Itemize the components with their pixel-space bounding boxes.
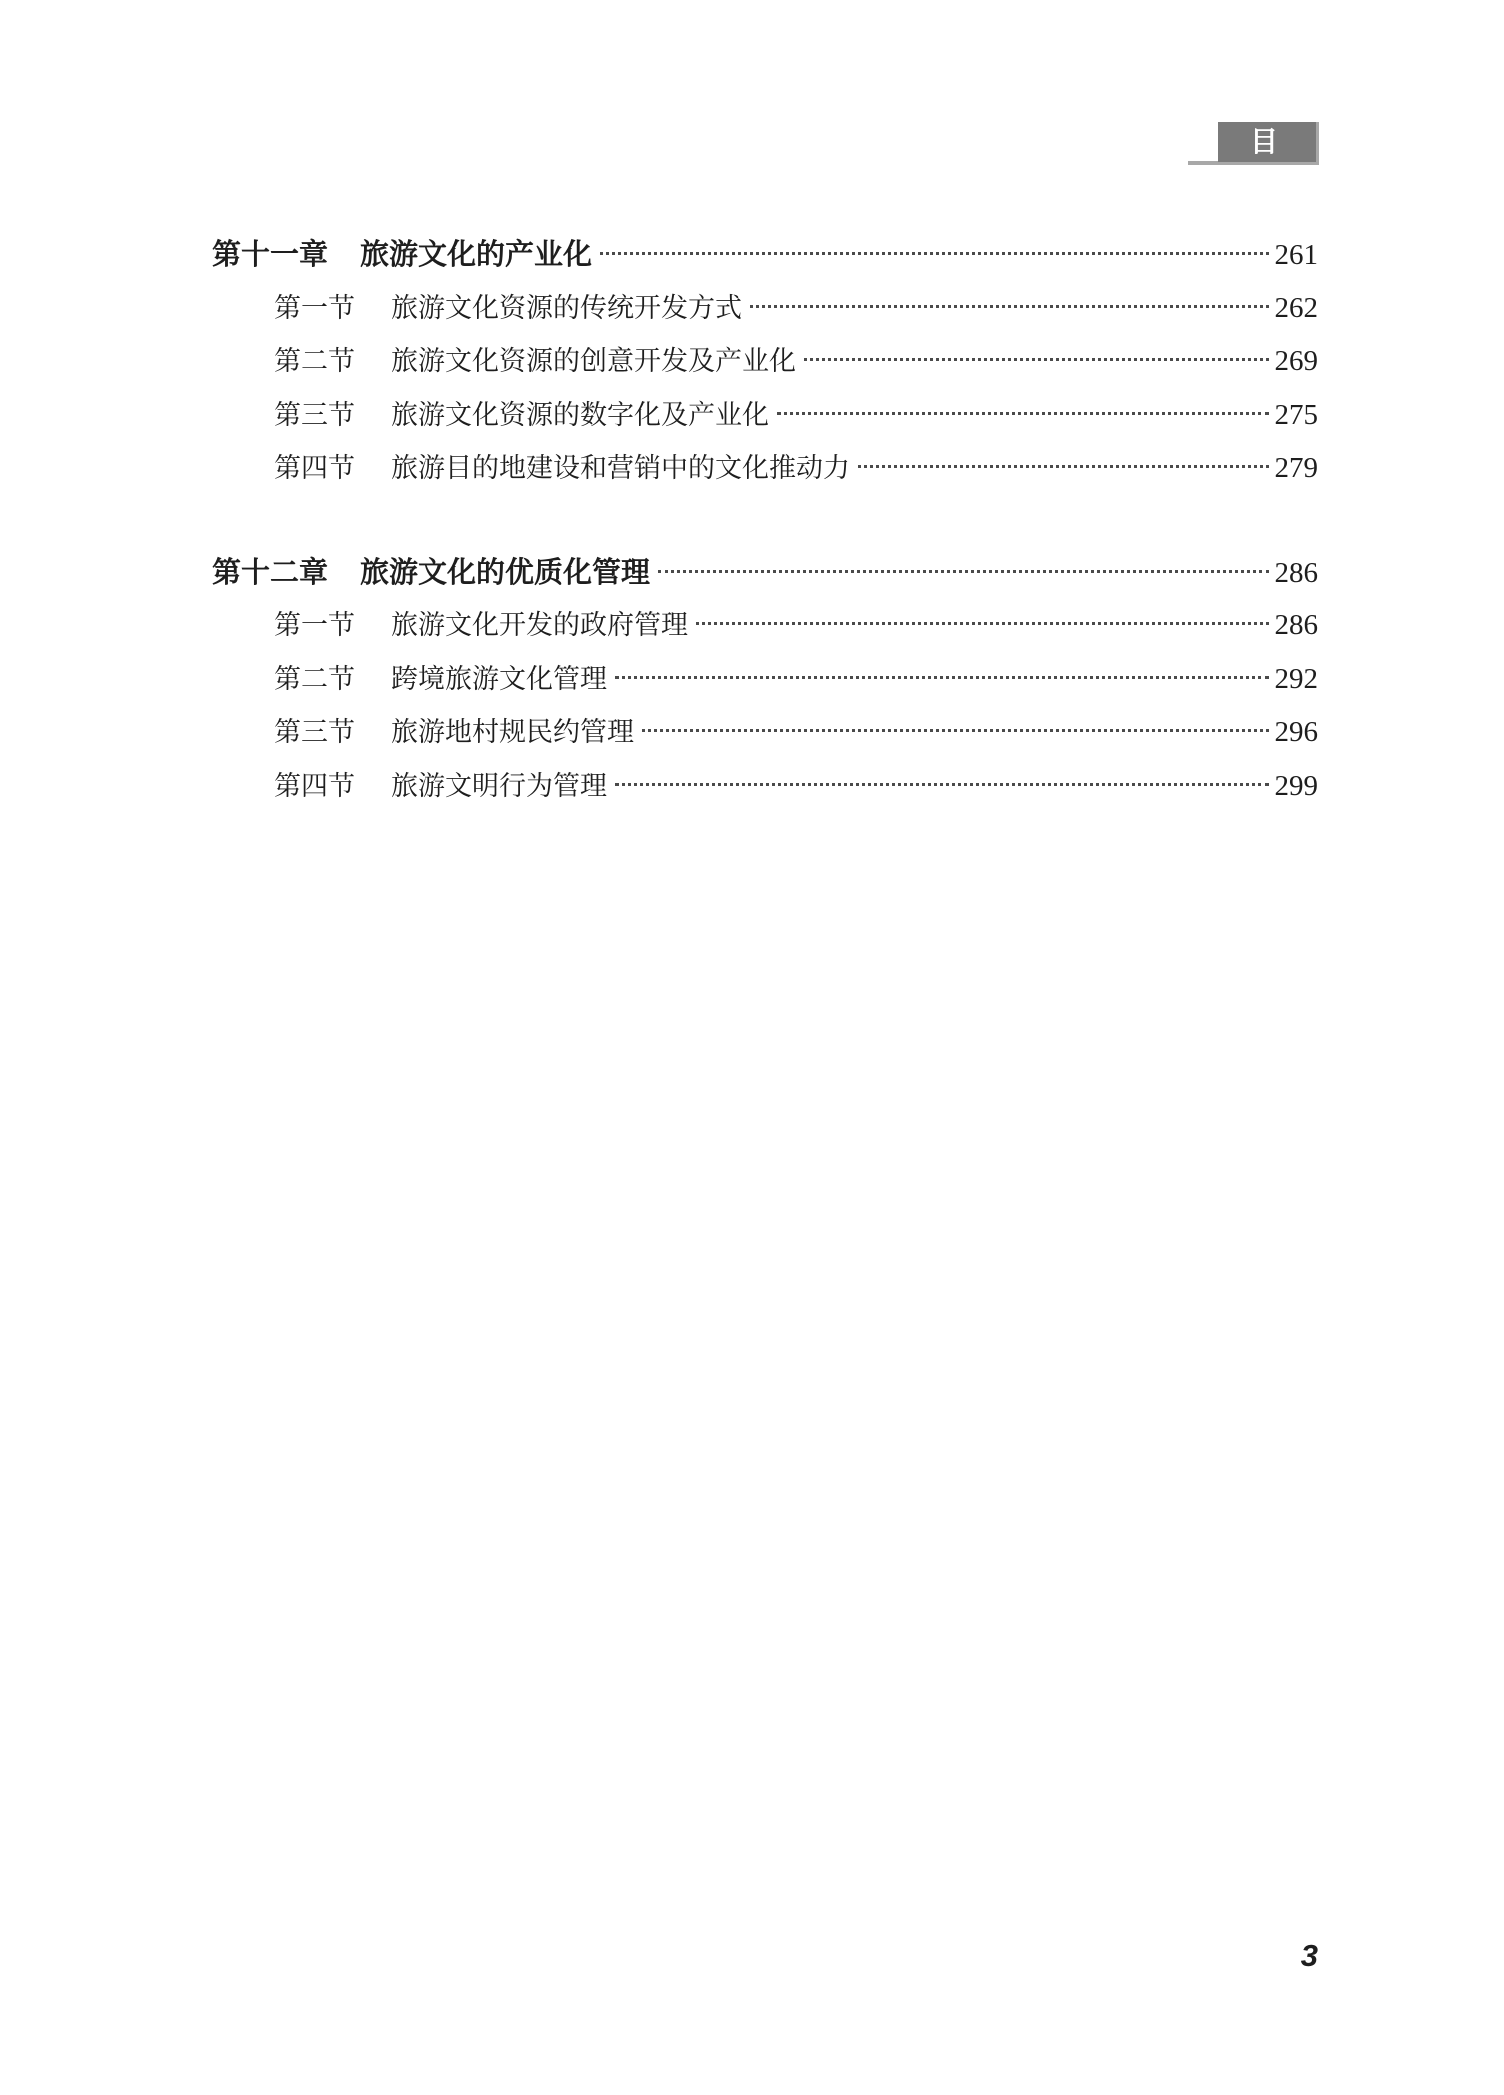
dot-leader <box>658 569 1268 573</box>
dot-leader <box>804 357 1269 361</box>
section-page-number: 296 <box>1274 716 1318 748</box>
chapter-label <box>212 228 592 282</box>
dot-leader <box>696 621 1269 625</box>
toc-section-entry[interactable] <box>212 389 1318 443</box>
section-label <box>274 706 634 760</box>
toc-section-entry[interactable] <box>212 335 1318 389</box>
section-title: 跨境旅游文化管理 <box>391 663 607 695</box>
section-page-number: 275 <box>1274 398 1318 431</box>
toc-section-entry[interactable] <box>212 599 1318 653</box>
header-decoration <box>1316 122 1319 165</box>
toc-chapter-entry[interactable] <box>212 228 1318 282</box>
toc-section-entry[interactable] <box>212 760 1318 814</box>
section-page-number: 299 <box>1274 769 1318 802</box>
section-number: 第一节 <box>274 292 355 324</box>
section-title: 旅游地村规民约管理 <box>391 717 634 748</box>
chapter-label <box>212 546 650 600</box>
chapter-number: 第十一章 <box>212 237 329 271</box>
section-number: 第三节 <box>274 717 355 748</box>
chapter-number: 第十二章 <box>212 554 329 589</box>
section-label <box>274 282 742 336</box>
section-title: 旅游文化资源的数字化及产业化 <box>391 399 769 431</box>
section-page-number: 292 <box>1274 662 1318 695</box>
section-number: 第三节 <box>274 399 355 431</box>
section-page-number: 286 <box>1274 609 1318 641</box>
dot-leader <box>858 464 1269 468</box>
dot-leader <box>642 728 1269 732</box>
dot-leader <box>600 251 1268 255</box>
chapter-page-number: 286 <box>1274 556 1318 589</box>
chapter-block <box>212 546 1318 814</box>
dot-leader <box>777 411 1269 415</box>
table-of-contents <box>212 228 1318 863</box>
section-header-label: 目 录 <box>1218 122 1316 162</box>
toc-section-entry[interactable] <box>212 442 1318 496</box>
section-label <box>274 335 796 389</box>
section-number: 第二节 <box>274 346 355 377</box>
section-title: 旅游目的地建设和营销中的文化推动力 <box>391 453 850 484</box>
section-label <box>274 760 607 814</box>
section-title: 旅游文化资源的创意开发及产业化 <box>391 346 796 377</box>
section-number: 第二节 <box>274 663 355 695</box>
toc-section-entry[interactable] <box>212 282 1318 336</box>
section-label <box>274 442 850 496</box>
section-page-number: 262 <box>1274 291 1318 324</box>
dot-leader <box>615 675 1269 679</box>
dot-leader <box>615 782 1269 786</box>
page-number: 3 <box>1300 1938 1318 1973</box>
chapter-title: 旅游文化的产业化 <box>360 237 593 271</box>
section-number: 第四节 <box>274 453 355 484</box>
section-title: 旅游文化资源的传统开发方式 <box>391 292 742 324</box>
chapter-block <box>212 228 1318 496</box>
section-page-number: 279 <box>1274 452 1318 484</box>
section-label <box>274 599 688 653</box>
section-page-number: 269 <box>1274 345 1318 377</box>
toc-chapter-entry[interactable] <box>212 546 1318 600</box>
chapter-page-number: 261 <box>1274 239 1318 271</box>
section-label <box>274 389 769 443</box>
chapter-title: 旅游文化的优质化管理 <box>360 554 651 589</box>
section-number: 第一节 <box>274 610 355 641</box>
section-title: 旅游文明行为管理 <box>391 770 607 802</box>
section-number: 第四节 <box>274 770 355 802</box>
dot-leader <box>750 304 1269 308</box>
toc-section-entry[interactable] <box>212 653 1318 707</box>
toc-section-entry[interactable] <box>212 706 1318 760</box>
section-label <box>274 653 607 707</box>
section-title: 旅游文化开发的政府管理 <box>391 610 688 641</box>
